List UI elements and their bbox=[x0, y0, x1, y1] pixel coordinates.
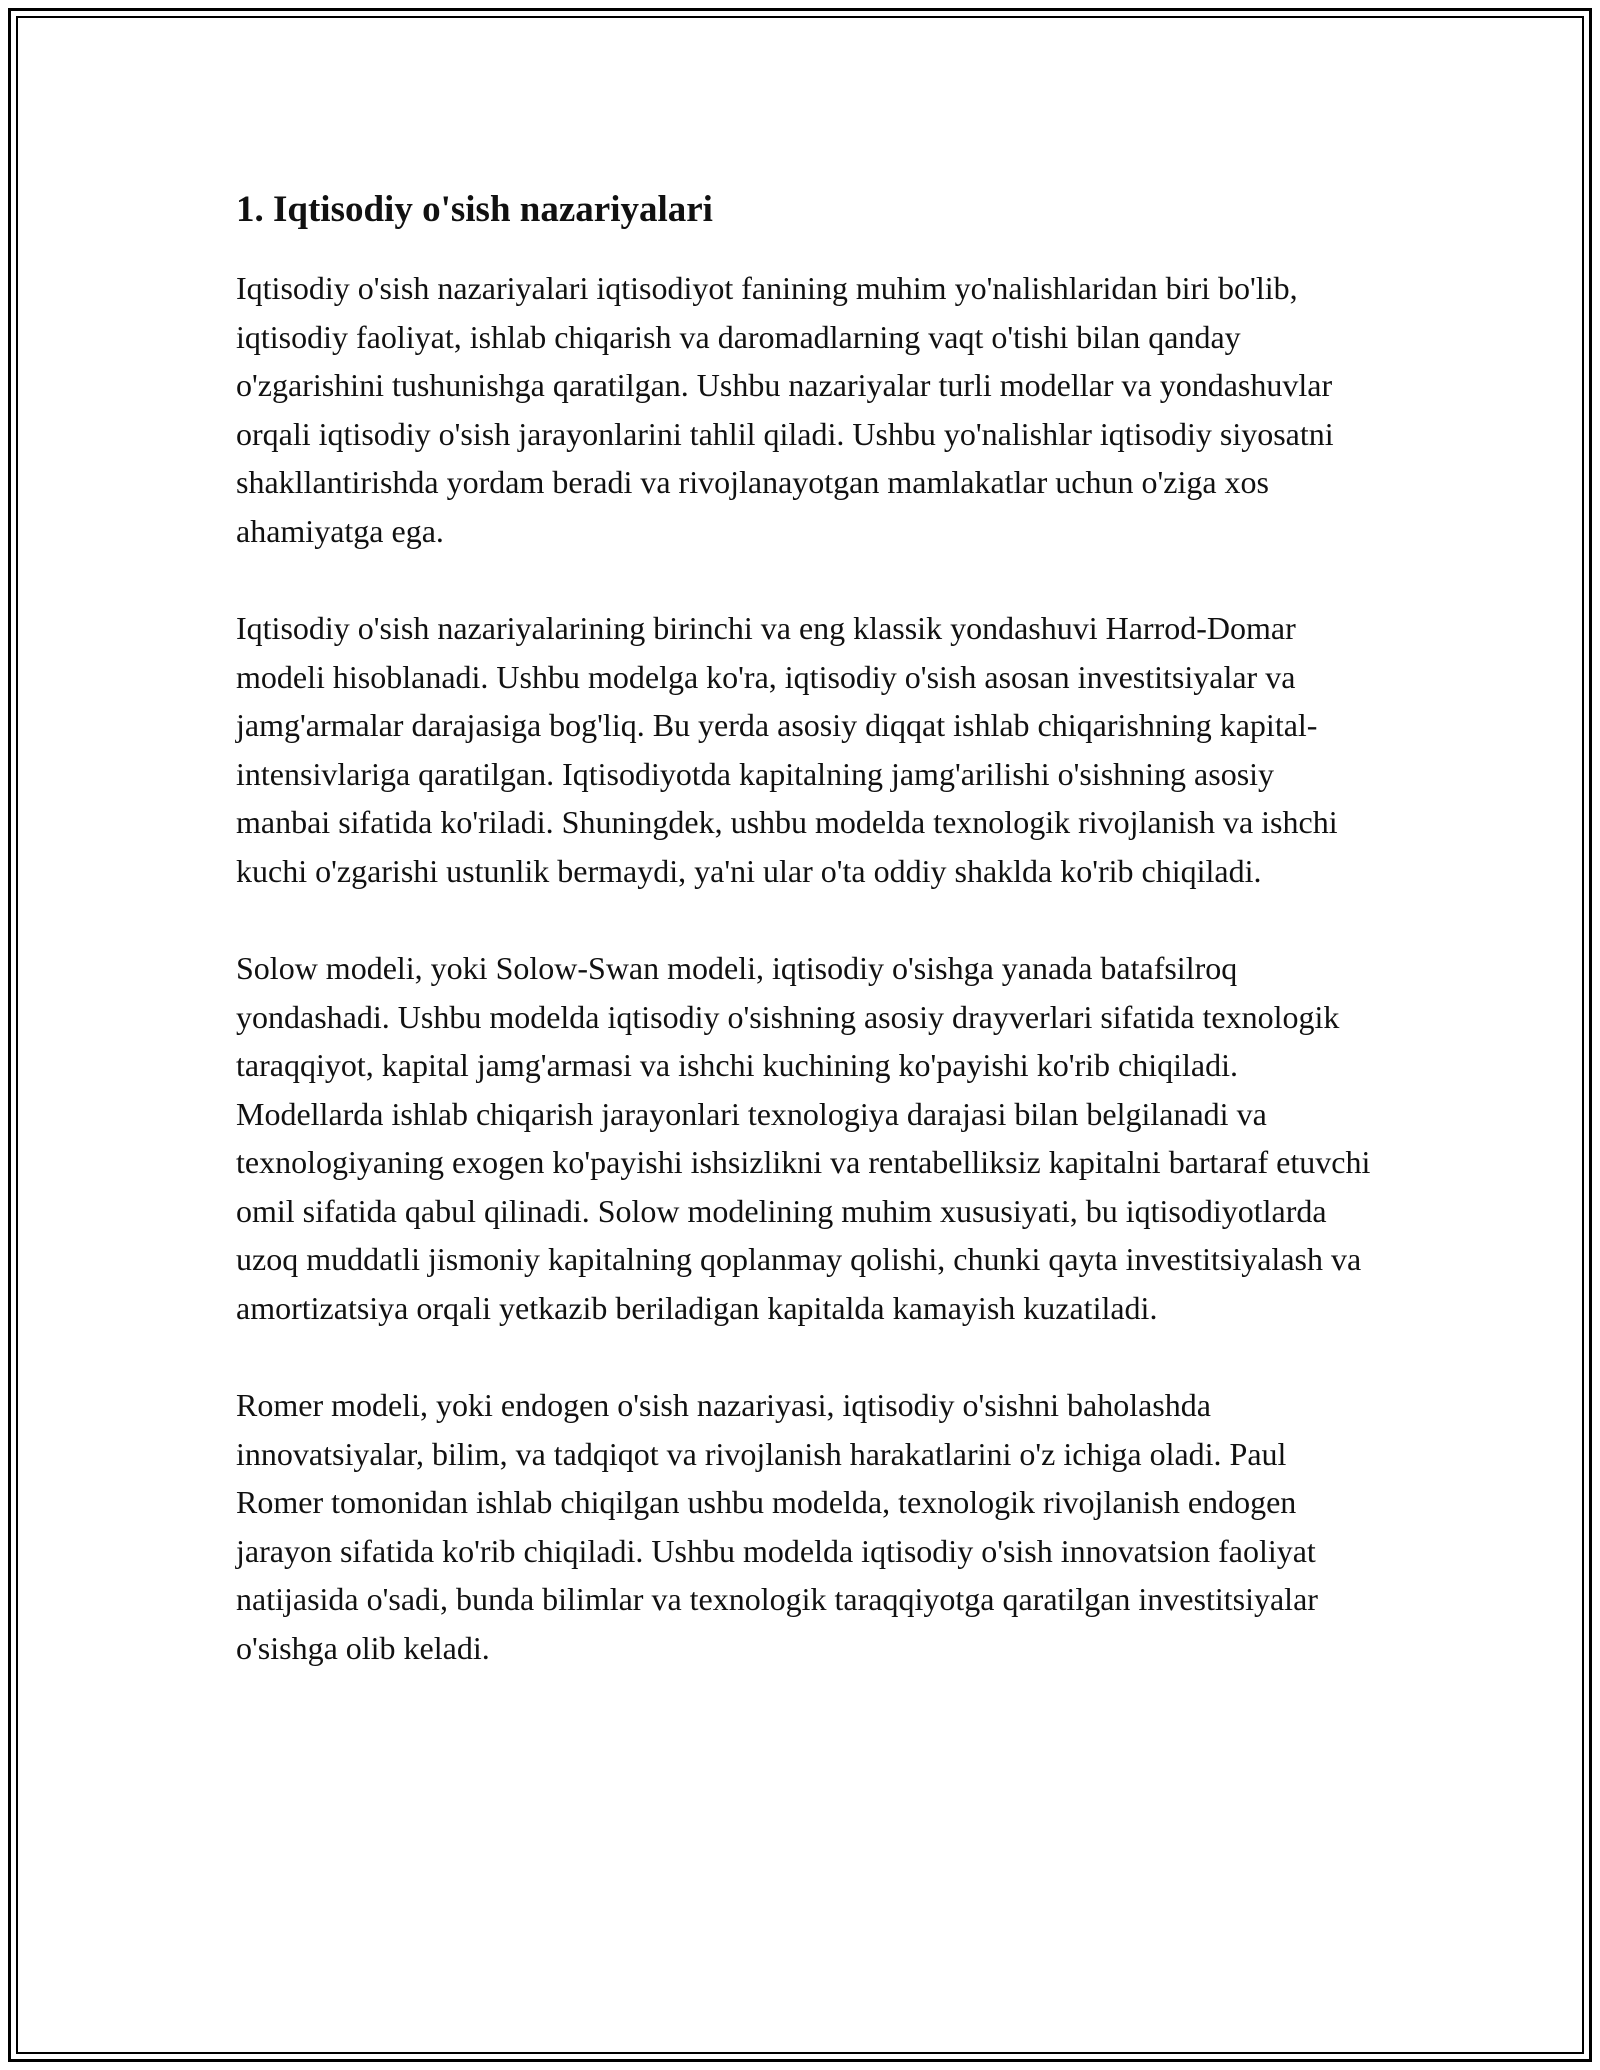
paragraph-intro: Iqtisodiy o'sish nazariyalari iqtisodiyot fanining muhim yo'nalishlaridan biri bo'lib, iqtisodiy faoliyat, ishlab chiqarish va daromadlarning vaqt o'tishi bilan qanday o'zgarishini tushunishga qaratilgan. Ushbu nazariyalar turli modellar va yondashuvlar orqali iqtisodiy o'sish jarayonlarini tahlil qiladi. Ushbu yo'nalishlar iqtisodiy siyosatni shakllantirishda yordam beradi va rivojlanayotgan mamlakatlar uchun o'ziga xos ahamiyatga ega. bbox=[236, 270, 1334, 549]
paragraph-harrod-domar: Iqtisodiy o'sish nazariyalarining birinchi va eng klassik yondashuvi Harrod-Domar modeli hisoblanadi. Ushbu modelga ko'ra, iqtisodiy o'sish asosan investitsiyalar va jamg'armalar darajasiga bog'liq. Bu yerda asosiy diqqat ishlab chiqarishning kapital-intensivlariga qaratilgan. Iqtisodiyotda kapitalning jamg'arilishi o'sishning asosiy manbai sifatida ko'riladi. Shuningdek, ushbu modelda texnologik rivojlanish va ishchi kuchi o'zgarishi ustunlik bermaydi, ya'ni ular o'ta oddiy shaklda ko'rib chiqiladi. bbox=[236, 610, 1338, 889]
paragraph-romer: Romer modeli, yoki endogen o'sish nazariyasi, iqtisodiy o'sishni baholashda innovatsiyalar, bilim, va tadqiqot va rivojlanish harakatlarini o'z ichiga oladi. Paul Romer tomonidan ishlab chiqilgan ushbu modelda, texnologik rivojlanish endogen jarayon sifatida ko'rib chiqiladi. Ushbu modelda iqtisodiy o'sish innovatsion faoliyat natijasida o'sadi, bunda bilimlar va texnologik taraqqiyotga qaratilgan investitsiyalar o'sishga olib keladi. bbox=[236, 1387, 1318, 1666]
section-heading: 1. Iqtisodiy o'sish nazariyalari bbox=[236, 189, 713, 230]
paragraph-solow: Solow modeli, yoki Solow-Swan modeli, iqtisodiy o'sishga yanada batafsilroq yondashadi. Ushbu modelda iqtisodiy o'sishning asosiy drayverlari sifatida texnologik taraqqiyot, kapital jamg'armasi va ishchi kuchining ko'payishi ko'rib chiqiladi. Modellarda ishlab chiqarish jarayonlari texnologiya darajasi bilan belgilanadi va texnologiyaning exogen ko'payishi ishsizlikni va rentabelliksiz kapitalni bartaraf etuvchi omil sifatida qabul qilinadi. Solow modelining muhim xususiyati, bu iqtisodiyotlarda uzoq muddatli jismoniy kapitalning qoplanmay qolishi, chunki qayta investitsiyalash va amortizatsiya orqali yetkazib beriladigan kapitalda kamayish kuzatiladi. bbox=[236, 950, 1371, 1326]
document-body bbox=[236, 186, 1376, 1721]
